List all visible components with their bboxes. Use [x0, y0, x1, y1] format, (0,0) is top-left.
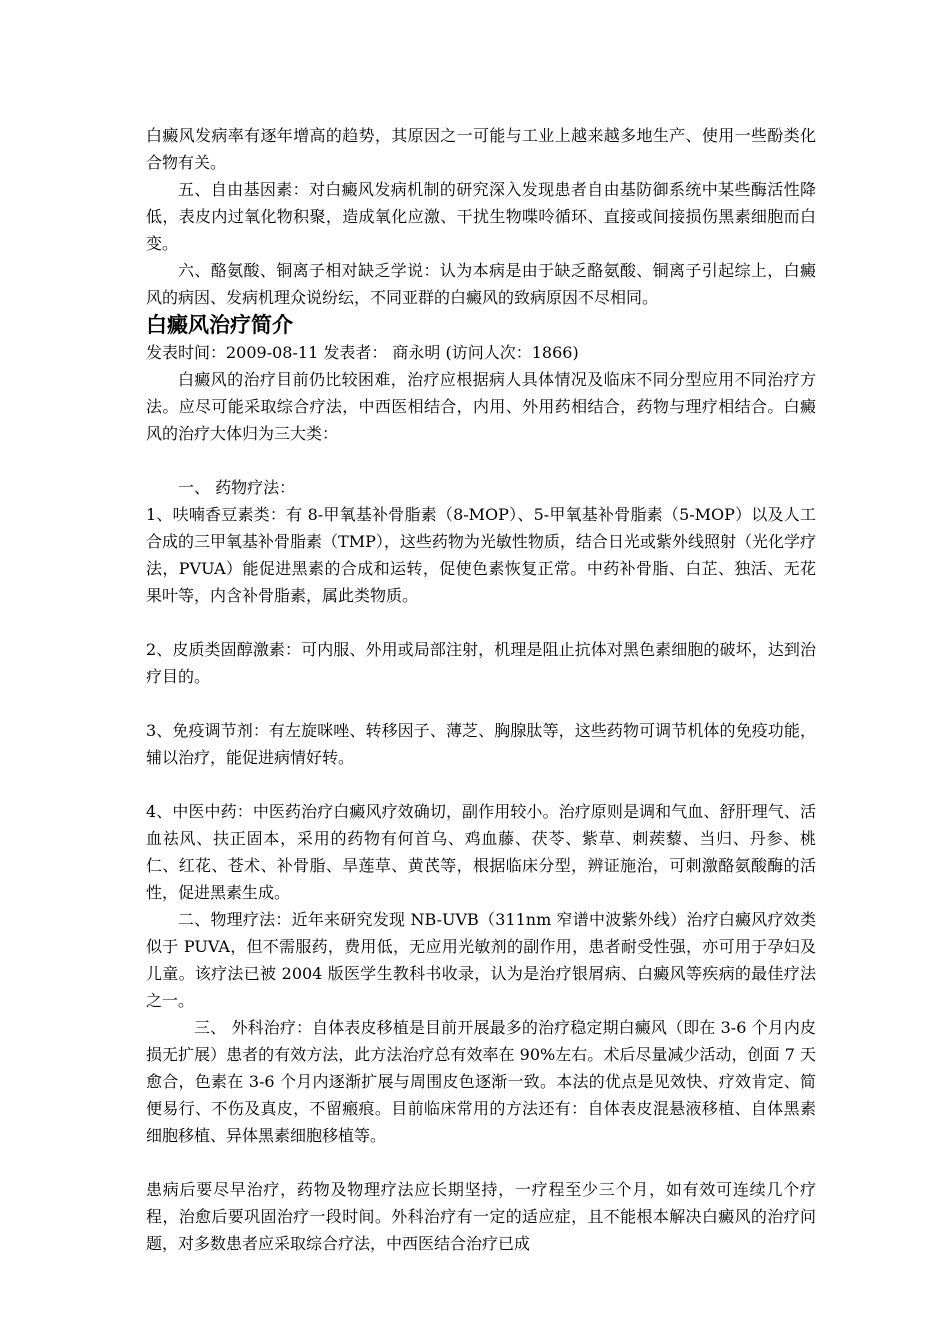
section3-paragraph: 三、 外科治疗：自体表皮移植是目前开展最多的治疗稳定期白癜风（即在 3-6 个月内皮损无扩展）患者的有效方法，此方法治疗总有效率在 90%左右。术后尽量减少活动，创面 7 天愈合，色素在 3-6 个月内逐渐扩展与周围皮色逐渐一致。本法的优点是见效快、疗效肯定、简便易行、不伤及真皮，不留瘢痕。目前临床常用的方法还有：自体表皮混悬液移植、自体黑素细胞移植、异体黑素细胞移植等。 — [146, 1018, 816, 1145]
spacer — [146, 447, 816, 474]
spacer — [146, 771, 816, 798]
spacer — [146, 609, 816, 636]
intro-paragraph-3: 六、酪氨酸、铜离子相对缺乏学说：认为本病是由于缺乏酪氨酸、铜离子引起综上，白癜风的病因、发病机理众说纷纭，不同亚群的白癜风的致病原因不尽相同。 — [146, 261, 816, 307]
article-meta: 发表时间：2009-08-11 发表者： 商永明 (访问人次：1866) — [146, 343, 579, 362]
article-lead: 白癜风的治疗目前仍比较困难，治疗应根据病人具体情况及临床不同分型应用不同治疗方法。应尽可能采取综合疗法，中西医相结合，内用、外用药相结合，药物与理疗相结合。白癜风的治疗大体归为三大类： — [146, 370, 816, 443]
section2-paragraph: 二、物理疗法：近年来研究发现 NB-UVB（311nm 窄谱中波紫外线）治疗白癜风疗效类似于 PUVA，但不需服药，费用低，无应用光敏剂的副作用，患者耐受性强，亦可用于孕妇及儿童。该疗法已被 2004 版医学生教科书收录，认为是治疗银屑病、白癜风等疾病的最佳疗法之一。 — [146, 910, 816, 1010]
drug-item-1: 1、呋喃香豆素类：有 8-甲氧基补骨脂素（8-MOP）、5-甲氧基补骨脂素（5-MOP）以及人工合成的三甲氧基补骨脂素（TMP），这些药物为光敏性物质，结合日光或紫外线照射（光化学疗法，PVUA）能促进黑素的合成和运转，促使色素恢复正常。中药补骨脂、白芷、独活、无花果叶等，内含补骨脂素，属此类物质。 — [146, 505, 816, 605]
article-title: 白癜风治疗简介 — [146, 313, 293, 337]
document-page — [146, 122, 816, 1257]
intro-paragraph-1: 白癜风发病率有逐年增高的趋势，其原因之一可能与工业上越来越多地生产、使用一些酚类化合物有关。 — [146, 126, 816, 172]
intro-paragraph-2: 五、自由基因素：对白癜风发病机制的研究深入发现患者自由基防御系统中某些酶活性降低，表皮内过氧化物积聚，造成氧化应激、干扰生物喋呤循环、直接或间接损伤黑素细胞而白变。 — [146, 180, 816, 253]
drug-item-3: 3、免疫调节剂：有左旋咪唑、转移因子、薄芝、胸腺肽等，这些药物可调节机体的免疫功能，辅以治疗，能促进病情好转。 — [146, 721, 816, 767]
section1-heading: 一、 药物疗法： — [178, 478, 296, 497]
drug-item-2: 2、皮质类固醇激素：可内服、外用或局部注射，机理是阻止抗体对黑色素细胞的破坏，达到治疗目的。 — [146, 640, 816, 686]
drug-item-4: 4、中医中药：中医药治疗白癜风疗效确切，副作用较小。治疗原则是调和气血、舒肝理气、活血祛风、扶正固本，采用的药物有何首乌、鸡血藤、茯苓、紫草、刺蒺藜、当归、丹参、桃仁、红花、苍术、补骨脂、旱莲草、黄芪等，根据临床分型，辨证施治，可刺激酪氨酸酶的活性，促进黑素生成。 — [146, 802, 816, 902]
spacer — [146, 1149, 816, 1176]
closing-paragraph: 患病后要尽早治疗，药物及物理疗法应长期坚持，一疗程至少三个月，如有效可连续几个疗程，治愈后要巩固治疗一段时间。外科治疗有一定的适应症，且不能根本解决白癜风的治疗问题，对多数患者应采取综合疗法，中西医结合治疗已成 — [146, 1180, 816, 1253]
spacer — [146, 690, 816, 717]
